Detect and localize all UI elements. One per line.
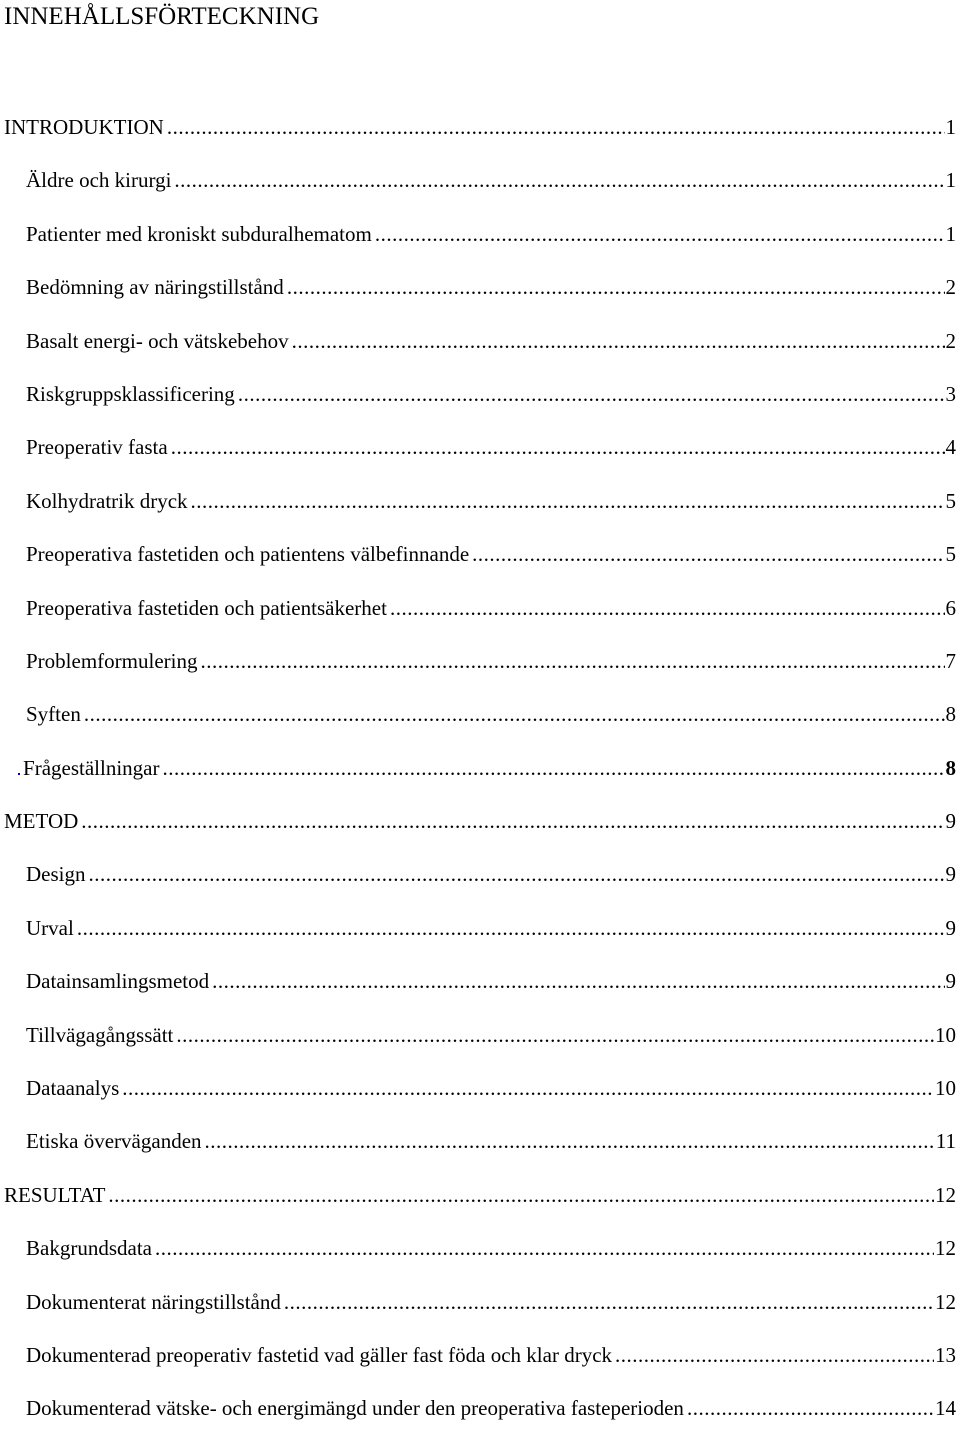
toc-entry-label: INTRODUKTION — [4, 110, 164, 144]
toc-entry-riskgruppsklassificering[interactable] — [0, 377, 960, 430]
toc-entry-page: 5 — [946, 537, 960, 571]
dot-leader — [155, 1231, 934, 1265]
toc-entry-label: Bakgrundsdata — [26, 1231, 152, 1265]
toc-entry-page: 7 — [946, 644, 960, 678]
toc-entry-label: Preoperativa fastetiden och patientsäkerhet — [26, 591, 387, 625]
toc-entry-metod[interactable] — [0, 804, 960, 857]
dot-leader — [89, 857, 945, 891]
toc-entry-etiska-overvaganden[interactable] — [0, 1124, 960, 1177]
toc-entry-introduktion[interactable] — [0, 110, 960, 163]
toc-entry-datainsamlingsmetod[interactable] — [0, 964, 960, 1017]
dot-leader — [167, 110, 945, 144]
dot-leader — [212, 964, 944, 998]
toc-entry-preoperativ-fasta[interactable] — [0, 430, 960, 483]
dot-leader — [122, 1071, 934, 1105]
toc-entry-page: 1 — [946, 110, 960, 144]
toc-entry-label: Preoperativ fasta — [26, 430, 168, 464]
toc-entry-dokumenterad-vatske-och-energimangd[interactable] — [0, 1391, 960, 1444]
toc-entry-label: Bedömning av näringstillstånd — [26, 270, 284, 304]
toc-entry-label: Äldre och kirurgi — [26, 163, 171, 197]
dot-leader — [171, 430, 945, 464]
dot-leader — [163, 751, 945, 785]
toc-entry-label: Syften — [26, 697, 81, 731]
dot-leader — [238, 377, 945, 411]
toc-entry-page: 9 — [946, 857, 960, 891]
toc-entry-dokumenterad-preoperativ-fastetid[interactable] — [0, 1338, 960, 1391]
toc-entry-label: Dataanalys — [26, 1071, 119, 1105]
toc-entry-problemformulering[interactable] — [0, 644, 960, 697]
toc-entry-label: Kolhydratrik dryck — [26, 484, 188, 518]
toc-entry-page: 13 — [935, 1338, 960, 1372]
toc-entry-label: Dokumenterad preoperativ fastetid vad gäller fast föda och klar dryck — [26, 1338, 612, 1372]
toc-entry-label: Urval — [26, 911, 74, 945]
toc-entry-tillvagagangssatt[interactable] — [0, 1018, 960, 1071]
toc-entry-label: Basalt energi- och vätskebehov — [26, 324, 289, 358]
hyperlink-marker — [18, 773, 20, 775]
toc-entry-label: Preoperativa fastetiden och patientens välbefinnande — [26, 537, 469, 571]
table-of-contents — [0, 110, 960, 1445]
toc-entry-label: Patienter med kroniskt subduralhematom — [26, 217, 372, 251]
toc-entry-page: 10 — [935, 1018, 960, 1052]
toc-entry-fragestallningar[interactable] — [0, 751, 960, 804]
toc-entry-label: Dokumenterat näringstillstånd — [26, 1285, 281, 1319]
toc-entry-bakgrundsdata[interactable] — [0, 1231, 960, 1284]
toc-entry-design[interactable] — [0, 857, 960, 910]
toc-entry-label: RESULTAT — [4, 1178, 105, 1212]
dot-leader — [287, 270, 945, 304]
dot-leader — [292, 324, 945, 358]
toc-entry-label: Riskgruppsklassificering — [26, 377, 235, 411]
dot-leader — [390, 591, 945, 625]
toc-entry-page: 6 — [946, 591, 960, 625]
toc-entry-dokumenterat-naringstillstand[interactable] — [0, 1285, 960, 1338]
toc-entry-page: 4 — [946, 430, 960, 464]
toc-entry-label: Tillvägagångssätt — [26, 1018, 173, 1052]
toc-heading: INNEHÅLLSFÖRTECKNING — [4, 0, 319, 34]
toc-entry-aldre-och-kirurgi[interactable] — [0, 163, 960, 216]
toc-entry-label: Datainsamlingsmetod — [26, 964, 209, 998]
dot-leader — [77, 911, 945, 945]
dot-leader — [174, 163, 944, 197]
dot-leader — [375, 217, 945, 251]
toc-entry-page: 12 — [935, 1285, 960, 1319]
dot-leader — [81, 804, 944, 838]
toc-entry-page: 1 — [946, 217, 960, 251]
toc-entry-page: 8 — [946, 751, 960, 785]
dot-leader — [284, 1285, 934, 1319]
toc-entry-page: 9 — [946, 964, 960, 998]
toc-entry-bedomning-av-naringstillstand[interactable] — [0, 270, 960, 323]
toc-entry-label: Problemformulering — [26, 644, 197, 678]
toc-entry-fastetiden-och-patientsakerhet[interactable] — [0, 591, 960, 644]
toc-entry-page: 12 — [935, 1231, 960, 1265]
toc-entry-kolhydratrik-dryck[interactable] — [0, 484, 960, 537]
toc-entry-page: 2 — [946, 270, 960, 304]
toc-entry-basalt-energi-och-vatskebehov[interactable] — [0, 324, 960, 377]
toc-entry-page: 12 — [935, 1178, 960, 1212]
dot-leader — [687, 1391, 934, 1425]
toc-entry-page: 9 — [946, 804, 960, 838]
toc-entry-syften[interactable] — [0, 697, 960, 750]
toc-entry-page: 14 — [935, 1391, 960, 1425]
toc-entry-label: Design — [26, 857, 86, 891]
dot-leader — [176, 1018, 934, 1052]
dot-leader — [108, 1178, 934, 1212]
toc-entry-page: 5 — [946, 484, 960, 518]
toc-entry-page: 3 — [946, 377, 960, 411]
toc-entry-page: 10 — [935, 1071, 960, 1105]
dot-leader — [200, 644, 944, 678]
dot-leader — [84, 697, 945, 731]
dot-leader — [472, 537, 944, 571]
dot-leader — [191, 484, 945, 518]
toc-entry-fastetiden-och-valbefinnande[interactable] — [0, 537, 960, 590]
toc-entry-label: Frågeställningar — [23, 751, 159, 785]
toc-entry-patienter-med-kroniskt-subduralhematom[interactable] — [0, 217, 960, 270]
toc-entry-label: METOD — [4, 804, 78, 838]
toc-entry-page: 11 — [936, 1124, 960, 1158]
toc-entry-page: 2 — [946, 324, 960, 358]
toc-entry-label: Dokumenterad vätske- och energimängd under den preoperativa fasteperioden — [26, 1391, 684, 1425]
toc-entry-page: 8 — [946, 697, 960, 731]
toc-entry-resultat[interactable] — [0, 1178, 960, 1231]
toc-entry-label: Etiska överväganden — [26, 1124, 202, 1158]
toc-entry-page: 1 — [946, 163, 960, 197]
dot-leader — [615, 1338, 934, 1372]
toc-entry-urval[interactable] — [0, 911, 960, 964]
dot-leader — [205, 1124, 935, 1158]
toc-entry-page: 9 — [946, 911, 960, 945]
toc-entry-dataanalys[interactable] — [0, 1071, 960, 1124]
